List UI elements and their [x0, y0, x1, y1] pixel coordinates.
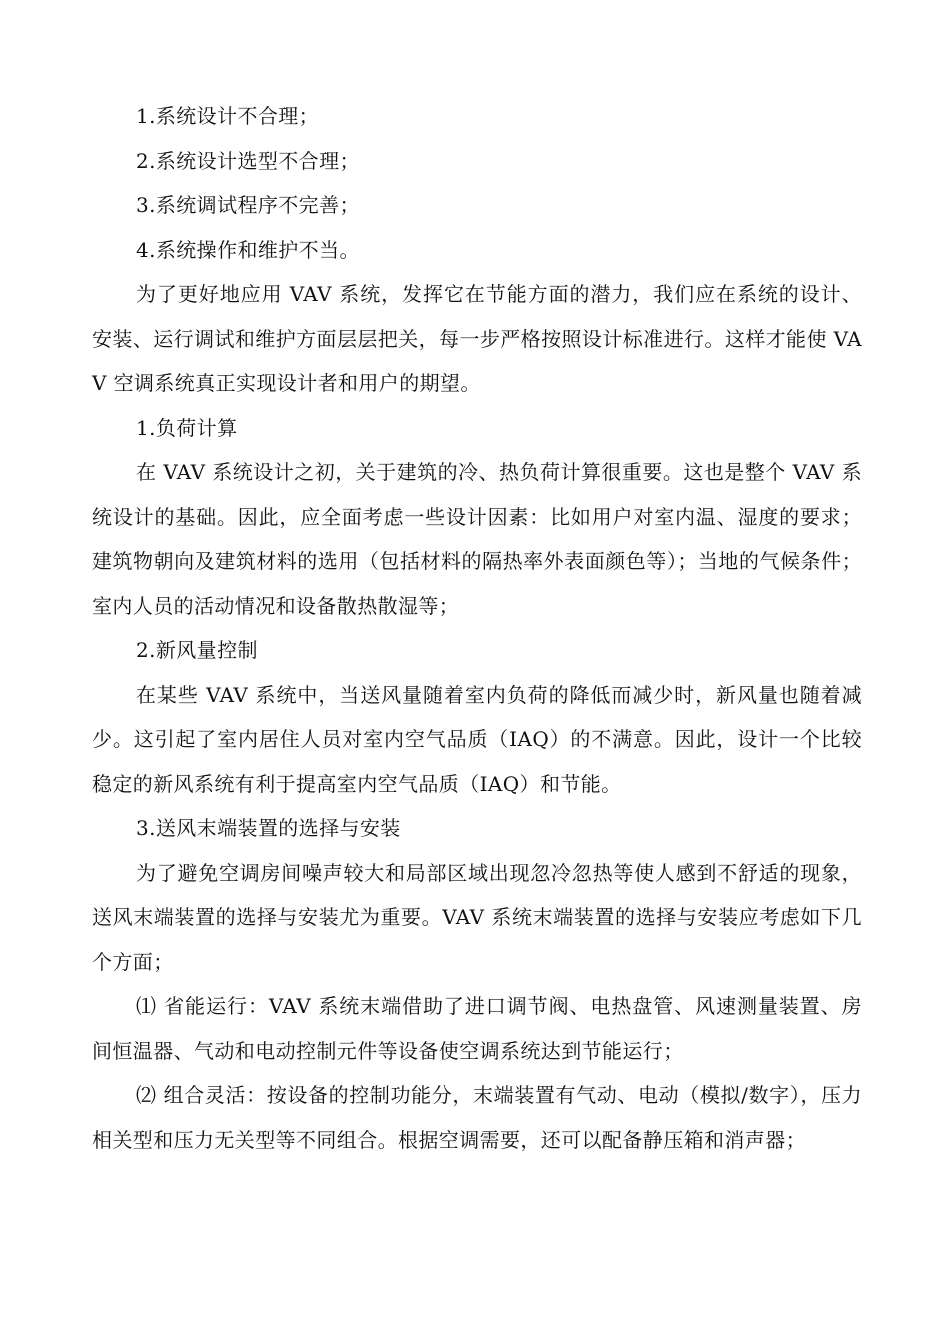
list-item-commissioning-incomplete: 3.系统调试程序不完善；	[136, 193, 360, 217]
body-paragraph-intro: 为了更好地应用 VAV 系统，发挥它在节能方面的潜力，我们应在系统的设计、安装、运行调试和维护方面层层把关，每一步严格按照设计标准进行。这样才能使 VAV 空调系统真正实现设计者和用户的期望。	[92, 282, 862, 395]
document-body	[92, 94, 862, 1162]
list-item-operation-improper: 4.系统操作和维护不当。	[136, 237, 360, 262]
section-heading-load-calculation: 1.负荷计算	[136, 415, 238, 440]
list-item-flexible-combination: ⑵ 组合灵活：按设备的控制功能分，末端装置有气动、电动（模拟/数字），压力相关型和压力无关型等不同组合。根据空调需要，还可以配备静压箱和消声器；	[92, 1083, 862, 1152]
section-heading-fresh-air-control: 2.新风量控制	[136, 638, 258, 662]
body-paragraph-load-calculation: 在 VAV 系统设计之初，关于建筑的冷、热负荷计算很重要。这也是整个 VAV 系统设计的基础。因此，应全面考虑一些设计因素：比如用户对室内温、湿度的要求；建筑物朝向及建筑材料的选用（包括材料的隔热率外表面颜色等）；当地的气候条件；室内人员的活动情况和设备散热散湿等；	[92, 460, 862, 618]
list-item-selection-unreasonable: 2.系统设计选型不合理；	[136, 148, 360, 173]
body-paragraph-terminal-units: 为了避免空调房间噪声较大和局部区域出现忽冷忽热等使人感到不舒适的现象，送风末端装置的选择与安装尤为重要。VAV 系统末端装置的选择与安装应考虑如下几个方面；	[92, 860, 862, 974]
list-item-energy-saving: ⑴ 省能运行：VAV 系统末端借助了进口调节阀、电热盘管、风速测量装置、房间恒温器、气动和电动控制元件等设备使空调系统达到节能运行；	[92, 994, 862, 1063]
list-item-design-unreasonable: 1.系统设计不合理；	[136, 104, 320, 128]
section-heading-terminal-units: 3.送风末端装置的选择与安装	[136, 816, 401, 840]
body-paragraph-fresh-air-control: 在某些 VAV 系统中，当送风量随着室内负荷的降低而减少时，新风量也随着减少。这引起了室内居住人员对室内空气品质（IAQ）的不满意。因此，设计一个比较稳定的新风系统有利于提高室内空气品质（IAQ）和节能。	[92, 682, 862, 796]
